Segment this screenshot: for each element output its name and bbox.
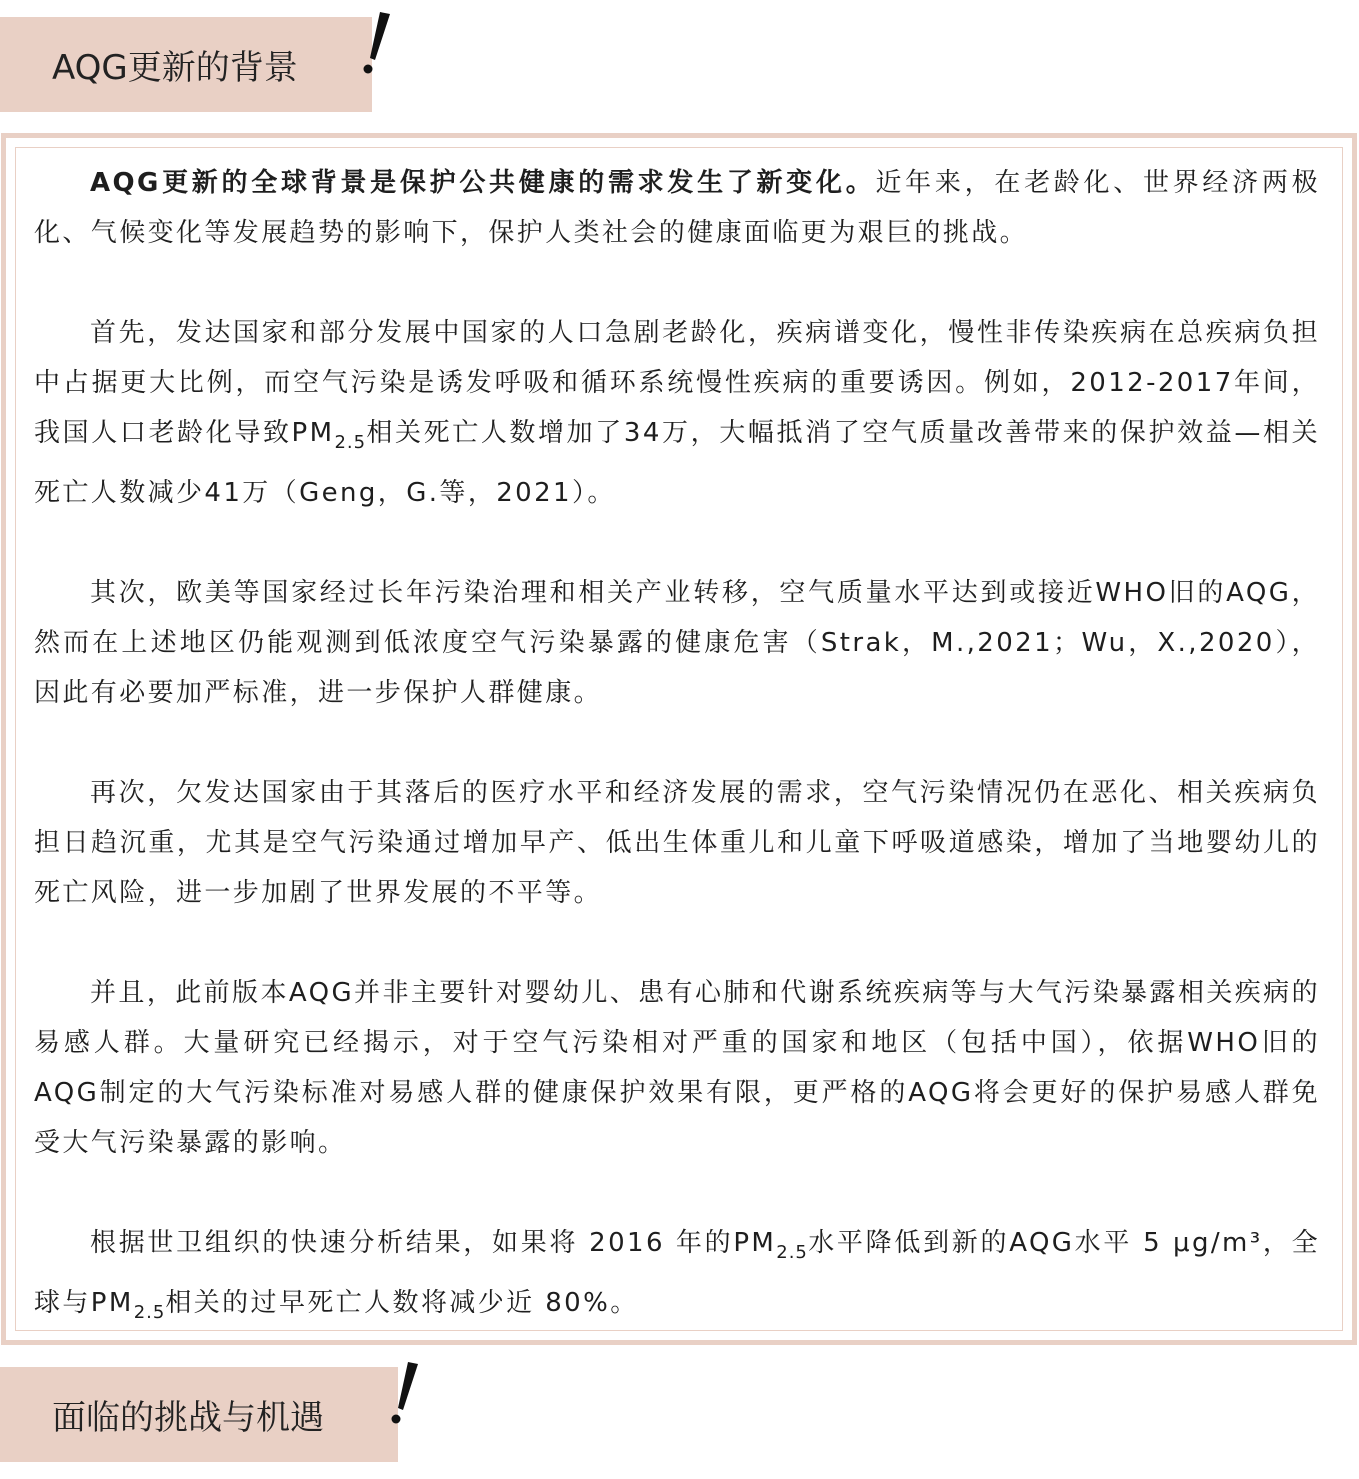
paragraph-lead-bold: AQG更新的全球背景是保护公共健康的需求发生了新变化。 xyxy=(90,168,876,198)
paragraph-text: 其次，欧美等国家经过长年污染治理和相关产业转移，空气质量水平达到或接近WHO旧的AQG，然而在上述地区仍能观测到低浓度空气污染暴露的健康危害（Strak，M.,2021；Wu，X.,2020），因此有必要加严标准，进一步保护人群健康。 xyxy=(34,578,1320,708)
paragraph-underdeveloped-countries xyxy=(34,768,1320,918)
subscript: 2.5 xyxy=(133,1302,166,1323)
section-header-challenges xyxy=(0,1367,398,1462)
paragraph-text: 再次，欠发达国家由于其落后的医疗水平和经济发展的需求，空气污染情况仍在恶化、相关疾病负担日趋沉重，尤其是空气污染通过增加早产、低出生体重儿和儿童下呼吸道感染，增加了当地婴幼儿的死亡风险，进一步加剧了世界发展的不平等。 xyxy=(34,778,1320,908)
section-header-background xyxy=(0,17,372,112)
paragraph-text: 相关的过早死亡人数将减少近 80%。 xyxy=(165,1288,639,1318)
paragraph-text: 并且，此前版本AQG并非主要针对婴幼儿、患有心肺和代谢系统疾病等与大气污染暴露相关疾病的易感人群。大量研究已经揭示，对于空气污染相对严重的国家和地区（包括中国），依据WHO旧的AQG制定的大气污染标准对易感人群的健康保护效果有限，更严格的AQG将会更好的保护易感人群免受大气污染暴露的影响。 xyxy=(34,978,1320,1158)
exclamation-icon xyxy=(384,1358,424,1428)
paragraph-susceptible-groups xyxy=(34,968,1320,1168)
section-title: AQG更新的背景 xyxy=(52,48,298,88)
subscript: 2.5 xyxy=(334,432,367,453)
exclamation-icon xyxy=(356,8,396,78)
paragraph-text: 根据世卫组织的快速分析结果，如果将 2016 年的PM xyxy=(90,1228,777,1258)
paragraph-text: 首先，发达国家和部分发展中国家的人口急剧老龄化，疾病谱变化，慢性非传染疾病在总疾病负担中占据更大比例，而空气污染是诱发呼吸和循环系统慢性疾病的重要诱因。例如，2012-2017年间，我国人口老龄化导致PM xyxy=(34,318,1320,448)
paragraph-developed-countries xyxy=(34,568,1320,718)
paragraph-text: 相关死亡人数增加了34万，大幅抵消了空气质量改善带来的保护效益—相关死亡人数减少41万（Geng，G.等，2021）。 xyxy=(34,418,1321,508)
subscript: 2.5 xyxy=(776,1242,808,1263)
section-title: 面临的挑战与机遇 xyxy=(52,1398,324,1438)
paragraph-who-analysis xyxy=(34,1218,1320,1338)
paragraph-background xyxy=(34,158,1320,258)
paragraph-aging xyxy=(34,308,1320,518)
paragraph-text: 水平降低到新的AQG水平 5 μg/m³，全球与PM xyxy=(34,1228,1320,1318)
article-body xyxy=(34,158,1320,1338)
paragraph-text: 近年来，在老龄化、世界经济两极化、气候变化等发展趋势的影响下，保护人类社会的健康面临更为艰巨的挑战。 xyxy=(34,168,1320,248)
